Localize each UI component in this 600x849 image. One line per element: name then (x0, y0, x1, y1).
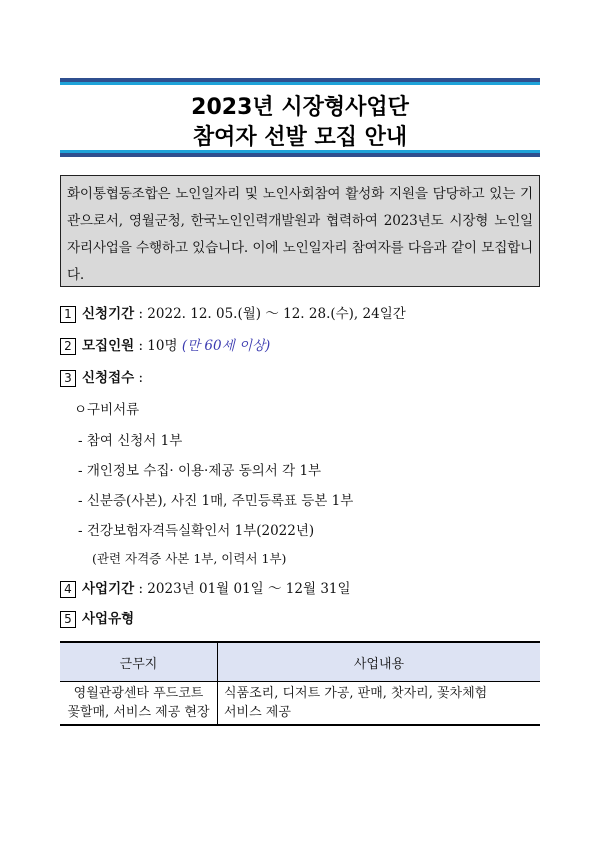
item-label: 모집인원 (82, 338, 135, 354)
item-label: 사업유형 (82, 611, 135, 627)
item-number: 3 (60, 370, 76, 387)
doc-item: - 참여 신청서 1부 (78, 433, 183, 449)
title-line-1: 2023년 시장형사업단 (191, 95, 409, 120)
doc-item: - 신분증(사본), 사진 1매, 주민등록표 등본 1부 (78, 493, 354, 509)
title-bar-top-accent (60, 82, 540, 85)
table-header-place: 근무지 (60, 642, 218, 682)
docs-header: ㅇ구비서류 (74, 402, 140, 418)
doc-item: - 개인정보 수집· 이용·제공 동의서 각 1부 (78, 463, 322, 479)
title-box (60, 78, 540, 157)
item-label: 사업기간 (82, 581, 135, 597)
table-header-row (60, 642, 540, 682)
item-value: : 2023년 01월 01일 ～ 12월 31일 (134, 581, 351, 597)
item-business-period (60, 577, 351, 598)
item-label: 신청기간 (82, 306, 135, 322)
place-line: 꽃할매, 서비스 제공 현장 (67, 705, 210, 720)
title-bar-bottom (60, 153, 540, 157)
item-number: 1 (60, 306, 76, 323)
table-cell-place (60, 682, 218, 726)
docs-note: (관련 자격증 사본 1부, 이력서 1부) (92, 551, 287, 566)
item-application-receipt (60, 366, 143, 387)
item-application-period (60, 302, 406, 323)
title-line-2: 참여자 선발 모집 안내 (192, 125, 408, 150)
item-number: 2 (60, 338, 76, 355)
age-note: (만 60세 이상) (181, 338, 271, 354)
item-label: 신청접수 (82, 370, 135, 386)
item-business-type (60, 607, 134, 628)
item-number: 5 (60, 611, 76, 628)
item-value: : 10명 (134, 338, 182, 354)
content-line: 식품조리, 디저트 가공, 판매, 찻자리, 꽃차체험 (224, 686, 488, 701)
intro-box: 화이통협동조합은 노인일자리 및 노인사회참여 활성화 지원을 담당하고 있는 기관으로서, 영월군청, 한국노인인력개발원과 협력하여 2023년도 시장형 노인일자리사업을 수행하고 있습니다. 이에 노인일자리 참여자를 다음과 같이 모집합니다. (60, 175, 540, 287)
item-value: : 2022. 12. 05.(월) ～ 12. 28.(수), 24일간 (134, 306, 406, 322)
item-value: : (134, 370, 144, 386)
table-header-content: 사업내용 (218, 642, 541, 682)
item-recruit-count (60, 334, 270, 355)
table-cell-content (218, 682, 541, 726)
doc-item: - 건강보험자격득실확인서 1부(2022년) (78, 523, 315, 539)
item-number: 4 (60, 581, 76, 598)
place-line: 영월관광센타 푸드코트 (73, 686, 204, 701)
table-row (60, 682, 540, 726)
business-type-table (60, 641, 540, 726)
content-line: 서비스 제공 (224, 705, 291, 720)
